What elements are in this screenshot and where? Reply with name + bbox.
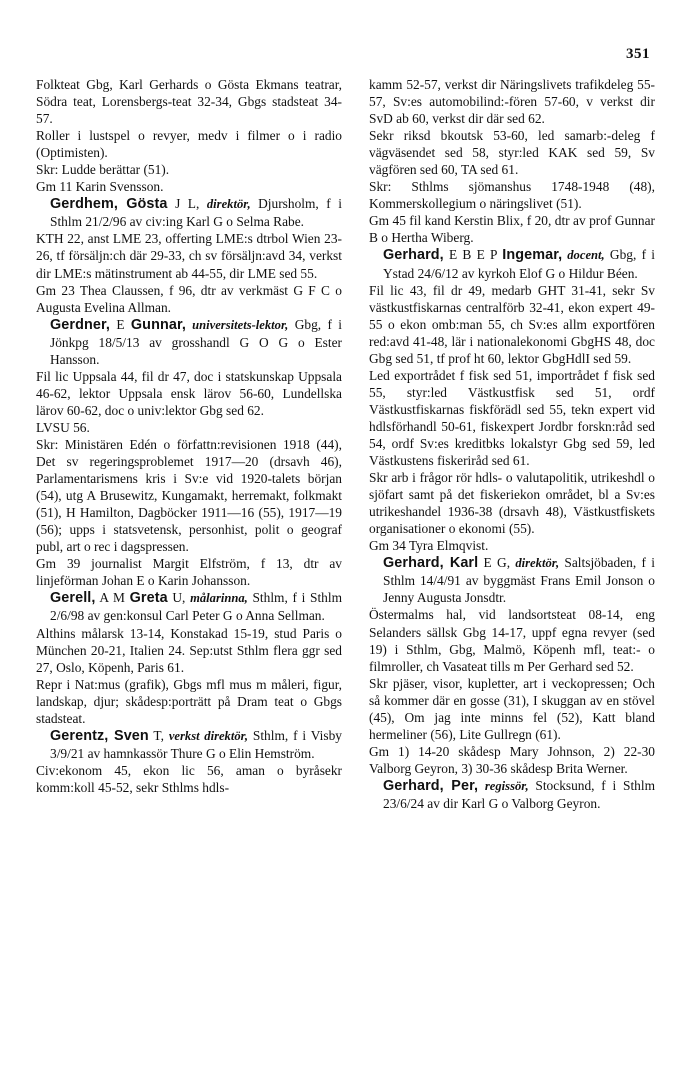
page-number: 351 xyxy=(626,46,650,62)
entry-name: Gerell, xyxy=(50,590,96,607)
entry-initials: E B E P xyxy=(443,247,503,263)
entry-paragraph: Gm 11 Karin Svensson. xyxy=(36,179,164,195)
entry-initials: T, xyxy=(148,727,169,743)
entry-title: verkst direktör, xyxy=(168,728,249,743)
biography-entry xyxy=(36,589,342,624)
entry-given-name: Gunnar, xyxy=(130,316,186,333)
entry-initials: J L, xyxy=(167,196,207,212)
biography-entry xyxy=(369,777,655,812)
biography-entry xyxy=(36,195,342,230)
entry-initials: E G, xyxy=(478,555,516,571)
entry-initials xyxy=(478,778,485,793)
entry-paragraph: Skr: Ludde berättar (51). xyxy=(36,162,170,178)
entry-title: regissör, xyxy=(484,778,529,793)
right-column xyxy=(369,76,655,812)
entry-paragraph: Sekr riksd bkoutsk 53-60, led samarb:-deleg f vägväsendet sed 58, styr:led KAK sed 59, Sv vägfören sed 60, TA sed 61. xyxy=(369,128,655,178)
entry-paragraph: Skr: Ministären Edén o författn:revisionen 1918 (44), Det sv regeringsproblemet 1917—20 (drsavh 46), Parlamentarismens kris i Sv:e vid 1920-talets början (54), utg A Brusewitz, Kungamakt, herremakt, folkmakt (51), H Hamilton, Dagböcker 1911—16 (55), 1917—19 (56); upps i statsvetensk, personhist, polit o geograf publ, art o rec i dagspressen. xyxy=(36,436,342,555)
entry-paragraph: kamm 52-57, verkst dir Näringslivets trafikdeleg 55-57, Sv:es automobilind:-fören 57-60, v verkst dir SvD ab 60, verkst dir där sed 62. xyxy=(369,77,655,127)
entry-paragraph: Althins målarsk 13-14, Konstakad 15-19, stud Paris o München 20-21, Italien 24. Sep:utst Sthlm flera ggr sed 27, Oslo, Köpenh, Paris 61. xyxy=(36,625,342,675)
entry-name: Gerhard, Karl xyxy=(383,555,479,572)
entry-paragraph: Östermalms hal, vid landsortsteat 08-14, eng Selanders sällsk Gbg 14-17, uppf egna revyer (sed 19) i Sthlm, Gbg, Malmö, Köpenh mfl, teat:- o filmroller, ch Vasateat tills m Per Gerhard sed 52. xyxy=(369,607,655,674)
entry-paragraph: Skr arb i frågor rör hdls- o valutapolitik, utrikeshdl o sjöfart samt på det fiskeriekon området, bl a Sv:es utrikeshandel 1936-38 (drsavh 48), Västkustfiskets organisationer o ekonomi (55). xyxy=(369,470,655,537)
entry-paragraph: Skr pjäser, visor, kupletter, art i veckopressen; Och så kommer där en gosse (31), I skuggan av en stövel (45), Om jag inte minns fel (52), Katt bland hermeliner (56), Lite Gullregn (61). xyxy=(369,675,655,742)
entry-text: Gbg, f i Jönkpg 18/5/13 av grosshandl G O G o Ester Hansson. xyxy=(50,316,342,367)
entry-paragraph: Repr i Nat:mus (grafik), Gbgs mfl mus m måleri, figur, landskap, djur; skådesp:porträtt på Dram teat o Gbgs stadsteat. xyxy=(36,676,342,726)
left-column xyxy=(36,76,342,796)
entry-paragraph: Gm 23 Thea Claussen, f 96, dtr av verkmäst G F C o Augusta Evelina Allman. xyxy=(36,282,342,315)
entry-paragraph: Gm 1) 14-20 skådesp Mary Johnson, 2) 22-30 Valborg Geyron, 3) 30-36 skådesp Brita Werner. xyxy=(369,743,655,776)
entry-title: målarinna, xyxy=(190,591,248,606)
entry-text: Djursholm, f i Sthlm 21/2/96 av civ:ing Karl G o Selma Rabe. xyxy=(50,196,342,230)
entry-title: direktör, xyxy=(206,197,251,212)
entry-paragraph: KTH 22, anst LME 23, offerting LME:s dtrbol Wien 23-26, tf försäljn:ch där 29-33, ch sv försäljn:avd 34, verkst dir LME:s mätinstrument ab 44-55, dir LME sed 55. xyxy=(36,231,342,281)
entry-given-name: Ingemar, xyxy=(502,247,563,264)
entry-name: Gerhard, Per, xyxy=(383,777,479,794)
entry-name: Gerdhem, Gösta xyxy=(50,196,168,213)
entry-paragraph: Gm 34 Tyra Elmqvist. xyxy=(369,538,489,554)
entry-title: docent, xyxy=(562,248,605,263)
entry-initials: U, xyxy=(167,590,191,606)
entry-initials: E xyxy=(110,316,131,332)
entry-paragraph: Gm 45 fil kand Kerstin Blix, f 20, dtr av prof Gunnar B o Hertha Wiberg. xyxy=(369,213,655,246)
entry-paragraph: LVSU 56. xyxy=(36,419,90,435)
entry-paragraph: Roller i lustspel o revyer, medv i filmer o i radio (Optimisten). xyxy=(36,128,342,161)
entry-name: Gerdner, xyxy=(50,316,110,333)
entry-paragraph: Fil lic Uppsala 44, fil dr 47, doc i statskunskap Uppsala 46-62, lektor Uppsala ensk lärov 56-60, Lundellska lärov 60-62, doc o univ:lektor Gbg sed 62. xyxy=(36,368,342,418)
entry-paragraph: Civ:ekonom 45, ekon lic 56, aman o byråsekr komm:koll 45-52, sekr Sthlms hdls- xyxy=(36,762,342,795)
entry-given-name: Greta xyxy=(129,590,168,607)
entry-paragraph: Gm 39 journalist Margit Elfström, f 13, dtr av linjeförman Johan E o Karin Johansson. xyxy=(36,556,342,589)
entry-paragraph: Skr: Sthlms sjömanshus 1748-1948 (48), Kommerskollegium o näringslivet (51). xyxy=(369,179,655,212)
entry-text: Sthlm, f i Visby 3/9/21 av hamnkassör Thure G o Elin Hemström. xyxy=(50,727,342,761)
biography-entry xyxy=(36,316,342,368)
entry-text: Stocksund, f i Sthlm 23/6/24 av dir Karl G o Valborg Geyron. xyxy=(383,777,655,811)
entry-paragraph: Led exportrådet f fisk sed 51, importrådet f fisk sed 55, styr:led Västkustfisk sed 51, ordf Västkustfiskarnas fiskförädl sed 55, tekn expert vid hdlsförhandl 50-61, fiskexpert Jordbr forskn:råd sed 54, ordf Sv:es kreditbks lokalstyr Gbg sed 59, led Västkustens fiskeriråd sed 61. xyxy=(369,367,655,469)
biography-entry xyxy=(369,246,655,281)
entry-name: Gerentz, Sven xyxy=(50,727,149,744)
biography-entry xyxy=(36,727,342,762)
entry-name: Gerhard, xyxy=(383,247,444,264)
biography-entry xyxy=(369,554,655,606)
entry-text: Saltsjöbaden, f i Sthlm 14/4/91 av byggmäst Frans Emil Jonson o Jenny Augusta Jonsdtr. xyxy=(383,555,655,606)
entry-paragraph: Fil lic 43, fil dr 49, medarb GHT 31-41, sekr Sv västkustfiskarnas centralförb 32-41, ekon expert 49-55 o ekon omb:man 55, ch Sv:es allm exportfören red:avd 41-48, lär i nationalekonomi GbgHS 48, doc Gbg sed 51, tf prof ht 60, lektor GbgHdlI sed 59. xyxy=(369,282,655,366)
entry-title: universitets-lektor, xyxy=(185,317,289,332)
entry-text: Gbg, f i Ystad 24/6/12 av kyrkoh Elof G o Hildur Béen. xyxy=(383,247,655,281)
entry-text: Sthlm, f i Sthlm 2/6/98 av gen:konsul Carl Peter G o Anna Sellman. xyxy=(50,590,342,624)
entry-paragraph: Folkteat Gbg, Karl Gerhards o Gösta Ekmans teatrar, Södra teat, Lorensbergs-teat 32-34, Gbgs stadsteat 34-57. xyxy=(36,77,342,127)
entry-initials: A M xyxy=(95,590,130,606)
entry-title: direktör, xyxy=(515,556,560,571)
